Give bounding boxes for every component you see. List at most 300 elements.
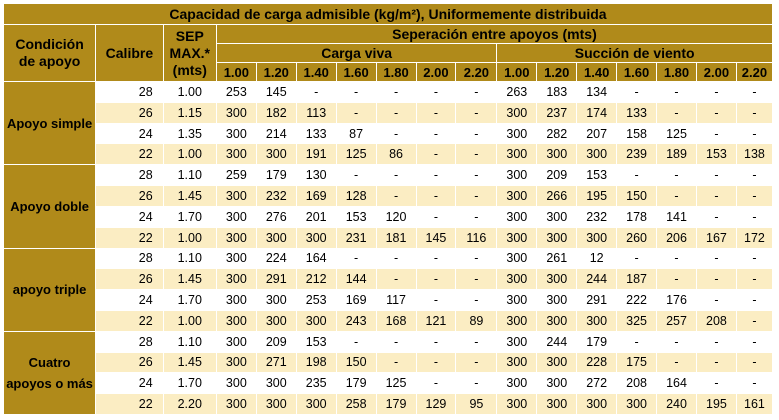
viva-value-cell: - [376,248,416,269]
header-separacion: Seperación entre apoyos (mts) [216,25,772,44]
table-row [4,144,773,165]
viva-value-cell: 169 [336,290,376,311]
succion-value-cell: 207 [577,123,617,144]
viva-value-cell: 181 [376,227,416,248]
viva-value-cell: 300 [256,290,296,311]
span-header-viva-1: 1.20 [256,63,296,82]
viva-value-cell: - [336,102,376,123]
succion-value-cell: 300 [537,352,577,373]
viva-value-cell: 153 [336,206,376,227]
succion-value-cell: 300 [497,394,537,415]
calibre-cell: 22 [96,144,164,165]
succion-value-cell: - [696,165,736,186]
succion-value-cell: - [736,310,772,331]
succion-value-cell: - [617,165,657,186]
viva-value-cell: 300 [256,227,296,248]
span-header-viva-2: 1.40 [296,63,336,82]
calibre-cell: 26 [96,102,164,123]
sep-max-cell: 1.70 [163,290,216,311]
succion-value-cell: 282 [537,123,577,144]
span-header-succion-1: 1.20 [537,63,577,82]
viva-value-cell: - [456,82,497,103]
calibre-cell: 26 [96,269,164,290]
succion-value-cell: 325 [617,310,657,331]
succion-value-cell: 12 [577,248,617,269]
viva-value-cell: 145 [256,82,296,103]
viva-value-cell: - [376,102,416,123]
succion-value-cell: 232 [577,206,617,227]
succion-value-cell: - [617,248,657,269]
succion-value-cell: 175 [617,352,657,373]
succion-value-cell: 172 [736,227,772,248]
succion-value-cell: 300 [497,123,537,144]
viva-value-cell: 121 [416,310,456,331]
viva-value-cell: 130 [296,165,336,186]
succion-value-cell: - [657,248,697,269]
viva-value-cell: 300 [216,123,256,144]
viva-value-cell: 86 [376,144,416,165]
succion-value-cell: 300 [537,206,577,227]
succion-value-cell: 257 [657,310,697,331]
condition-label: apoyo triple [4,248,96,331]
viva-value-cell: - [456,352,497,373]
viva-value-cell: 129 [416,394,456,415]
succion-value-cell: 300 [577,227,617,248]
succion-value-cell: 244 [537,331,577,352]
succion-value-cell: - [696,373,736,394]
succion-value-cell: 300 [497,144,537,165]
viva-value-cell: - [416,102,456,123]
calibre-cell: 28 [96,331,164,352]
succion-value-cell: - [736,373,772,394]
sep-max-cell: 2.20 [163,394,216,415]
header-condicion-label: Condición de apoyo [15,36,84,69]
succion-value-cell: 300 [617,394,657,415]
viva-value-cell: 198 [296,352,336,373]
succion-value-cell: 261 [537,248,577,269]
table-row [4,331,773,352]
viva-value-cell: 276 [256,206,296,227]
succion-value-cell: - [736,290,772,311]
condition-label: Apoyo doble [4,165,96,248]
viva-value-cell: 300 [216,186,256,207]
viva-value-cell: - [376,269,416,290]
succion-value-cell: 300 [497,206,537,227]
calibre-cell: 26 [96,186,164,207]
sep-max-cell: 1.10 [163,331,216,352]
succion-value-cell: 237 [537,102,577,123]
viva-value-cell: 95 [456,394,497,415]
header-sep-line3: (mts) [172,61,207,78]
viva-value-cell: 144 [336,269,376,290]
succion-value-cell: 300 [537,394,577,415]
table-row [4,123,773,144]
viva-value-cell: 232 [256,186,296,207]
calibre-cell: 28 [96,165,164,186]
succion-value-cell: - [696,102,736,123]
calibre-cell: 28 [96,248,164,269]
viva-value-cell: - [456,123,497,144]
viva-value-cell: - [416,269,456,290]
sep-max-cell: 1.70 [163,373,216,394]
viva-value-cell: 243 [336,310,376,331]
succion-value-cell: - [736,331,772,352]
header-sep-line1: SEP [175,27,204,44]
viva-value-cell: - [456,373,497,394]
succion-value-cell: - [657,331,697,352]
succion-value-cell: - [657,186,697,207]
viva-value-cell: 209 [256,331,296,352]
succion-value-cell: 244 [577,269,617,290]
viva-value-cell: 150 [336,352,376,373]
viva-value-cell: 300 [216,144,256,165]
calibre-cell: 24 [96,290,164,311]
succion-value-cell: 239 [617,144,657,165]
viva-value-cell: 133 [296,123,336,144]
succion-value-cell: - [736,186,772,207]
succion-value-cell: 300 [537,227,577,248]
sep-max-cell: 1.00 [163,144,216,165]
viva-value-cell: 258 [336,394,376,415]
viva-value-cell: - [416,352,456,373]
succion-value-cell: - [696,123,736,144]
succion-value-cell: 300 [537,144,577,165]
table-title: Capacidad de carga admisible (kg/m²), Uniformemente distribuida [4,4,773,25]
viva-value-cell: 182 [256,102,296,123]
sep-max-cell: 1.00 [163,227,216,248]
viva-value-cell: 300 [216,269,256,290]
span-header-succion-4: 1.80 [657,63,697,82]
sep-max-cell: 1.45 [163,352,216,373]
viva-value-cell: - [416,290,456,311]
viva-value-cell: - [376,331,416,352]
succion-value-cell: 141 [657,206,697,227]
span-header-viva-4: 1.80 [376,63,416,82]
succion-value-cell: 195 [696,394,736,415]
sep-max-cell: 1.10 [163,165,216,186]
calibre-cell: 22 [96,310,164,331]
viva-value-cell: - [376,82,416,103]
succion-value-cell: - [696,186,736,207]
succion-value-cell: 187 [617,269,657,290]
succion-value-cell: 183 [537,82,577,103]
succion-value-cell: 300 [577,310,617,331]
viva-value-cell: 300 [216,394,256,415]
succion-value-cell: 153 [696,144,736,165]
viva-value-cell: - [296,82,336,103]
succion-value-cell: - [617,82,657,103]
viva-value-cell: - [456,269,497,290]
table-row [4,394,773,415]
viva-value-cell: 291 [256,269,296,290]
sep-max-cell: 1.10 [163,248,216,269]
viva-value-cell: 300 [216,352,256,373]
viva-value-cell: 116 [456,227,497,248]
succion-value-cell: - [657,165,697,186]
succion-value-cell: 272 [577,373,617,394]
table-row [4,373,773,394]
succion-value-cell: 300 [497,290,537,311]
succion-value-cell: - [736,123,772,144]
succion-value-cell: - [657,352,697,373]
succion-value-cell: 178 [617,206,657,227]
viva-value-cell: 300 [216,102,256,123]
succion-value-cell: - [736,352,772,373]
succion-value-cell: - [657,269,697,290]
succion-value-cell: 164 [657,373,697,394]
succion-value-cell: - [696,206,736,227]
viva-value-cell: 125 [336,144,376,165]
viva-value-cell: 214 [256,123,296,144]
sep-max-cell: 1.00 [163,82,216,103]
viva-value-cell: 235 [296,373,336,394]
calibre-cell: 26 [96,352,164,373]
condition-label: Cuatro apoyos o más [4,331,96,414]
header-sep-line2: MAX.* [169,44,210,61]
succion-value-cell: 133 [617,102,657,123]
table-row [4,269,773,290]
succion-value-cell: 300 [537,290,577,311]
succion-value-cell: 300 [497,352,537,373]
viva-value-cell: 113 [296,102,336,123]
viva-value-cell: - [376,123,416,144]
succion-value-cell: 179 [577,331,617,352]
viva-value-cell: - [416,186,456,207]
calibre-cell: 24 [96,206,164,227]
viva-value-cell: - [416,165,456,186]
succion-value-cell: 300 [497,331,537,352]
calibre-cell: 24 [96,373,164,394]
viva-value-cell: 179 [336,373,376,394]
succion-value-cell: 266 [537,186,577,207]
viva-value-cell: - [336,248,376,269]
viva-value-cell: - [376,186,416,207]
viva-value-cell: 253 [216,82,256,103]
viva-value-cell: - [336,331,376,352]
viva-value-cell: 191 [296,144,336,165]
succion-value-cell: 153 [577,165,617,186]
viva-value-cell: - [456,102,497,123]
viva-value-cell: 300 [256,144,296,165]
sep-max-cell: 1.35 [163,123,216,144]
viva-value-cell: 201 [296,206,336,227]
table-row [4,82,773,103]
succion-value-cell: - [696,248,736,269]
viva-value-cell: 168 [376,310,416,331]
succion-value-cell: 125 [657,123,697,144]
viva-value-cell: 253 [296,290,336,311]
table-row [4,290,773,311]
viva-value-cell: 300 [216,248,256,269]
viva-value-cell: - [416,123,456,144]
viva-value-cell: 300 [296,310,336,331]
span-header-viva-0: 1.00 [216,63,256,82]
succion-value-cell: 209 [537,165,577,186]
succion-value-cell: - [736,206,772,227]
header-carga-viva: Carga viva [216,44,496,63]
table-row [4,248,773,269]
succion-value-cell: 300 [497,102,537,123]
viva-value-cell: - [416,373,456,394]
viva-value-cell: - [336,165,376,186]
viva-value-cell: 300 [296,394,336,415]
succion-value-cell: - [696,82,736,103]
viva-value-cell: 300 [216,310,256,331]
succion-value-cell: 263 [497,82,537,103]
viva-value-cell: - [416,331,456,352]
succion-value-cell: - [696,331,736,352]
table-row [4,102,773,123]
viva-value-cell: - [456,331,497,352]
succion-value-cell: 228 [577,352,617,373]
succion-value-cell: 208 [617,373,657,394]
succion-value-cell: - [736,165,772,186]
viva-value-cell: 300 [256,373,296,394]
succion-value-cell: 134 [577,82,617,103]
viva-value-cell: 300 [216,290,256,311]
sep-max-cell: 1.45 [163,269,216,290]
succion-value-cell: 300 [497,310,537,331]
viva-value-cell: 117 [376,290,416,311]
succion-value-cell: 176 [657,290,697,311]
viva-value-cell: 300 [216,373,256,394]
succion-value-cell: 167 [696,227,736,248]
span-header-viva-5: 2.00 [416,63,456,82]
viva-value-cell: - [336,82,376,103]
viva-value-cell: 300 [256,310,296,331]
span-header-viva-6: 2.20 [456,63,497,82]
succion-value-cell: 161 [736,394,772,415]
succion-value-cell: 300 [497,186,537,207]
header-condicion [4,25,96,82]
viva-value-cell: 164 [296,248,336,269]
table-row [4,186,773,207]
succion-value-cell: 195 [577,186,617,207]
succion-value-cell: 158 [617,123,657,144]
header-succion: Succión de viento [497,44,773,63]
succion-value-cell: 260 [617,227,657,248]
succion-value-cell: 174 [577,102,617,123]
viva-value-cell: - [456,165,497,186]
sep-max-cell: 1.15 [163,102,216,123]
viva-value-cell: - [456,206,497,227]
load-capacity-table [3,3,773,415]
viva-value-cell: - [456,290,497,311]
succion-value-cell: - [736,248,772,269]
viva-value-cell: 300 [256,394,296,415]
succion-value-cell: 300 [497,165,537,186]
viva-value-cell: - [416,248,456,269]
viva-value-cell: - [376,165,416,186]
table-row [4,310,773,331]
succion-value-cell: - [617,331,657,352]
succion-value-cell: 138 [736,144,772,165]
succion-value-cell: - [736,82,772,103]
succion-value-cell: 300 [497,248,537,269]
span-header-succion-6: 2.20 [736,63,772,82]
sep-max-cell: 1.45 [163,186,216,207]
span-header-succion-5: 2.00 [696,63,736,82]
viva-value-cell: 169 [296,186,336,207]
span-header-succion-2: 1.40 [577,63,617,82]
viva-value-cell: 128 [336,186,376,207]
viva-value-cell: 125 [376,373,416,394]
succion-value-cell: - [657,102,697,123]
viva-value-cell: - [456,144,497,165]
viva-value-cell: 271 [256,352,296,373]
span-header-succion-3: 1.60 [617,63,657,82]
succion-value-cell: - [736,102,772,123]
calibre-cell: 28 [96,82,164,103]
succion-value-cell: - [657,82,697,103]
viva-value-cell: 224 [256,248,296,269]
span-header-viva-3: 1.60 [336,63,376,82]
sep-max-cell: 1.00 [163,310,216,331]
succion-value-cell: - [696,352,736,373]
viva-value-cell: 300 [296,227,336,248]
succion-value-cell: 189 [657,144,697,165]
calibre-cell: 24 [96,123,164,144]
succion-value-cell: 300 [497,227,537,248]
viva-value-cell: - [456,248,497,269]
succion-value-cell: - [736,269,772,290]
viva-value-cell: 300 [216,227,256,248]
viva-value-cell: 212 [296,269,336,290]
table-row [4,206,773,227]
succion-value-cell: 150 [617,186,657,207]
viva-value-cell: - [416,144,456,165]
succion-value-cell: 291 [577,290,617,311]
viva-value-cell: 153 [296,331,336,352]
succion-value-cell: 208 [696,310,736,331]
calibre-cell: 22 [96,394,164,415]
viva-value-cell: - [416,82,456,103]
succion-value-cell: 300 [537,373,577,394]
table-row [4,165,773,186]
viva-value-cell: 87 [336,123,376,144]
viva-value-cell: 259 [216,165,256,186]
viva-value-cell: 300 [216,206,256,227]
viva-value-cell: - [376,352,416,373]
succion-value-cell: - [696,269,736,290]
viva-value-cell: 89 [456,310,497,331]
succion-value-cell: 300 [497,269,537,290]
succion-value-cell: 222 [617,290,657,311]
viva-value-cell: 179 [376,394,416,415]
span-header-succion-0: 1.00 [497,63,537,82]
table-row [4,352,773,373]
viva-value-cell: 179 [256,165,296,186]
viva-value-cell: 300 [216,331,256,352]
succion-value-cell: - [696,290,736,311]
succion-value-cell: 300 [577,144,617,165]
succion-value-cell: 300 [537,269,577,290]
viva-value-cell: 120 [376,206,416,227]
sep-max-cell: 1.70 [163,206,216,227]
viva-value-cell: 145 [416,227,456,248]
header-sep-max [163,25,216,82]
calibre-cell: 22 [96,227,164,248]
viva-value-cell: - [456,186,497,207]
viva-value-cell: - [416,206,456,227]
condition-label: Apoyo simple [4,82,96,165]
succion-value-cell: 240 [657,394,697,415]
succion-value-cell: 300 [497,373,537,394]
succion-value-cell: 300 [537,310,577,331]
succion-value-cell: 300 [577,394,617,415]
viva-value-cell: 231 [336,227,376,248]
table-row [4,227,773,248]
